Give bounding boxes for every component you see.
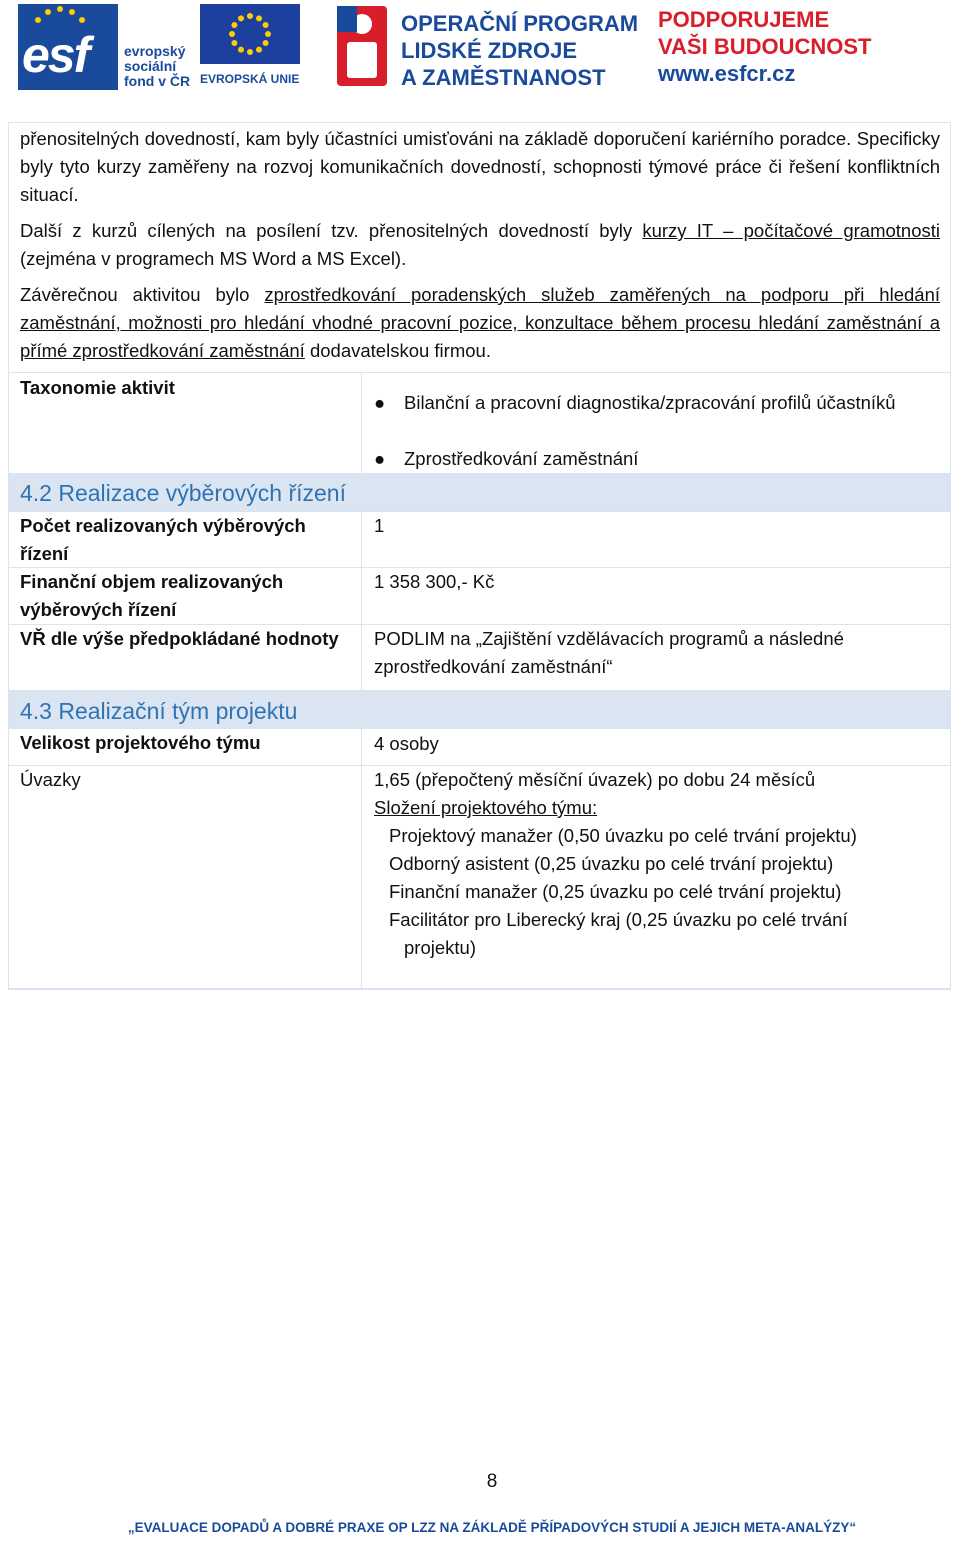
paragraph-3-text: dodavatelskou firmou. (304, 340, 491, 361)
eu-stars-icon (200, 4, 300, 64)
taxonomy-item-text: Zprostředkování zaměstnání (404, 448, 639, 469)
team-member: Projektový manažer (0,50 úvazku po celé trvání projektu) (389, 825, 857, 846)
section-heading-4-2: 4.2 Realizace výběrových řízení (20, 480, 346, 506)
op-lzz-logo (333, 2, 639, 92)
row-value: 1 (374, 515, 385, 536)
team-member-line: Facilitátor pro Liberecký kraj (0,25 úvazku po celé trvání (389, 909, 848, 930)
paragraph-1: přenositelných dovedností, kam byly účastníci umisťováni na základě doporučení kariérního poradce. Specificky byly tyto kurzy zaměřeny na rozvoj komunikačních dovedností, schopnosti týmové práce či řešení konfliktních situací. (20, 128, 940, 205)
page-number: 8 (486, 1471, 498, 1492)
paragraph-3 (20, 281, 940, 365)
team-member: Finanční manažer (0,25 úvazku po celé trvání projektu) (389, 881, 842, 902)
esf-text-line: sociální (124, 58, 177, 74)
eu-logo (200, 4, 300, 90)
op-text-line: OPERAČNÍ PROGRAM (401, 11, 639, 36)
pod-text-line: PODPORUJEME (658, 7, 830, 32)
row-value: 1 358 300,- Kč (374, 571, 495, 592)
row-label: Finanční objem realizovaných výběrových řízení (20, 571, 284, 620)
eu-text: EVROPSKÁ UNIE (200, 72, 300, 86)
esf-text-line: evropský (124, 43, 186, 59)
podporujeme-logo (658, 6, 872, 90)
table-divider (8, 372, 951, 373)
team-member: Odborný asistent (0,25 úvazku po celé trvání projektu) (389, 853, 834, 874)
esf-text-line: fond v ČR (124, 73, 191, 89)
paragraph-2-underlined: kurzy IT – počítačové gramotnosti (642, 220, 940, 241)
team-size-label: Velikost projektového týmu (20, 732, 261, 753)
workload-label: Úvazky (20, 769, 81, 790)
team-member-line: projektu) (404, 937, 476, 958)
op-text-line: A ZAMĚSTNANOST (401, 65, 606, 90)
row-label: VŘ dle výše předpokládané hodnoty (20, 628, 339, 649)
op-text (401, 10, 638, 91)
puzzle-figure-icon (333, 2, 391, 90)
esfcr-link[interactable]: www.esfcr.cz (658, 61, 796, 86)
paragraph-2-text: Další z kurzů cílených na posílení tzv. přenositelných dovedností byly (20, 220, 643, 241)
paragraph-3-underlined: zprostředkování poradenských služeb zaměřených na podporu při hledání zaměstnání, možnosti pro hledání vhodné pracovní pozice, konzultace během procesu hledání zaměstnání a přímé zprostředkování zaměstnání (20, 284, 940, 361)
column-divider (361, 373, 362, 473)
bullet-icon: ● (374, 392, 386, 413)
team-composition-label: Složení projektového týmu: (374, 797, 598, 818)
pod-text-line: VAŠI BUDOUCNOST (658, 34, 872, 59)
workload-value: 1,65 (přepočtený měsíční úvazek) po dobu 24 měsíců (374, 769, 816, 790)
paragraph-3-text: Závěrečnou aktivitou bylo (20, 284, 265, 305)
taxonomy-label: Taxonomie aktivit (20, 377, 175, 398)
team-size-value: 4 osoby (374, 733, 439, 754)
bullet-icon: ● (374, 448, 386, 469)
taxonomy-item-text: Bilanční a pracovní diagnostika/zpracování profilů účastníků (404, 392, 896, 413)
column-divider (361, 511, 362, 690)
esf-text (124, 44, 190, 89)
header-logos (0, 0, 960, 95)
eu-flag-icon (200, 4, 300, 64)
op-text-line: LIDSKÉ ZDROJE (401, 38, 578, 63)
row-label: Počet realizovaných výběrových řízení (20, 515, 306, 564)
section-heading-4-3: 4.3 Realizační tým projektu (20, 698, 298, 724)
esf-mark (18, 4, 118, 90)
row-value: PODLIM na „Zajištění vzdělávacích programů a následné zprostředkování zaměstnání“ (374, 628, 844, 677)
esf-logo (18, 4, 193, 90)
table-divider (8, 473, 951, 474)
footer-title: „EVALUACE DOPADŮ A DOBRÉ PRAXE OP LZZ NA ZÁKLADĚ PŘÍPADOVÝCH STUDIÍ A JEJICH META-ANALÝZY“ (127, 1520, 857, 1535)
paragraph-2 (20, 217, 940, 273)
column-divider (361, 728, 362, 989)
esf-wordmark: esf (22, 27, 89, 83)
team-member (389, 906, 940, 962)
paragraph-2-text: (zejména v programech MS Word a MS Excel). (20, 248, 407, 269)
